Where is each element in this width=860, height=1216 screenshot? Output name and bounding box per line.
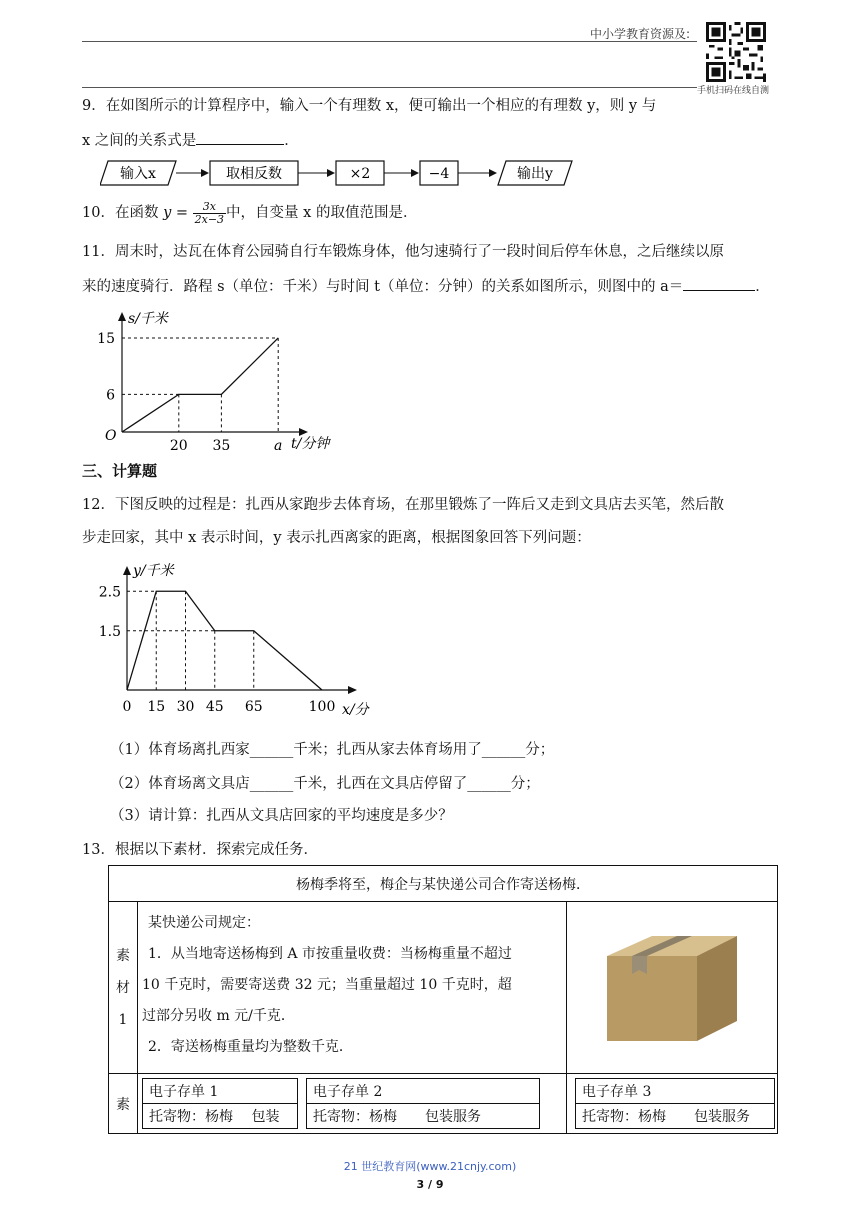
flow-step-output: 输出y (517, 166, 553, 182)
q9-line1: 9．在如图所示的计算程序中，输入一个有理数 x，便可输出一个相应的有理数 y，则 y 与 (82, 98, 657, 114)
q13-intro: 13．根据以下素材．探索完成任务． (82, 842, 318, 858)
series-line (122, 338, 278, 432)
flow-step-negate: 取相反数 (226, 166, 282, 182)
material1-label-1: 素 (116, 947, 130, 964)
q12-sub2: （2）体育场离文具店______千米，扎西在文具店停留了______分； (110, 776, 540, 792)
material1-image-cell (567, 902, 778, 1074)
x-axis-label: t/分钟 (291, 436, 330, 452)
header-rule-top (82, 41, 697, 42)
table-title: 杨梅季将至，梅企与某快递公司合作寄送杨梅． (296, 876, 590, 893)
material2-label: 素 (116, 1096, 130, 1113)
material1-text-cell (138, 902, 567, 1074)
y-axis-arrow (123, 566, 131, 575)
material1-label-cell (109, 902, 138, 1074)
m1-line-1: 1．从当地寄送杨梅到 A 市按重量收费：当杨梅重量不超过 (148, 946, 512, 962)
material1-label-2: 材 (116, 979, 130, 996)
q12-line1: 12．下图反映的过程是：扎西从家跑步去体育场，在那里锻炼了一阵后又走到文具店去买笔，然后散 (82, 497, 724, 513)
y-tick-label: 2.5 (98, 584, 121, 601)
q10 (82, 200, 417, 226)
x-axis-label: x/分 (342, 702, 369, 718)
flow-step-input: 输入x (120, 166, 156, 182)
flow-step-minus4: −4 (428, 166, 450, 182)
receipt-3-row: 托寄物：杨梅 包装服务 (582, 1109, 750, 1125)
chart-distance-time-q12 (95, 557, 395, 722)
y-axis-label: y/千米 (133, 563, 174, 579)
q11-answer-blank (683, 276, 755, 291)
receipts-cell (138, 1074, 567, 1134)
chart-distance-time-q11 (95, 305, 355, 455)
q9-line2-text: x 之间的关系式是 (82, 133, 197, 149)
y-tick-label: 15 (97, 330, 115, 347)
x-tick-label: 45 (205, 699, 224, 715)
page-number: 3 / 9 (416, 1178, 444, 1191)
flow-step-times2: ×2 (349, 166, 371, 182)
origin-label: O (105, 428, 117, 444)
receipt-1 (142, 1078, 298, 1129)
q9-answer-blank (196, 130, 284, 145)
x-axis-arrow (299, 428, 308, 436)
x-tick-label: 20 (169, 438, 188, 454)
x-tick-label: 15 (147, 699, 166, 715)
x-tick-label: 35 (212, 438, 231, 454)
receipt-1-title: 电子存单 1 (143, 1079, 297, 1104)
cardboard-box-icon (597, 926, 747, 1046)
q11-line2-end: ． (755, 279, 770, 295)
q10-numerator: 3x (193, 201, 226, 214)
y-axis-arrow (118, 312, 126, 321)
q9-line2 (82, 130, 299, 151)
q12-sub1: （1）体育场离扎西家______千米；扎西从家去体育场用了______分； (110, 742, 555, 758)
qr-caption: 手机扫码在线自测 (697, 86, 770, 96)
x-tick-label: a (274, 438, 283, 454)
q12-line2: 步走回家，其中 x 表示时间，y 表示扎西离家的距离，根据图象回答下列问题： (82, 530, 591, 546)
q10-post: 中，自变量 x 的取值范围是． (226, 205, 418, 221)
receipt-1-row: 托寄物：杨梅 包装 (149, 1109, 280, 1125)
receipt-2-title: 电子存单 2 (307, 1079, 539, 1104)
footer-link[interactable]: 21 世纪教育网(www.21cnjy.com) (343, 1160, 517, 1173)
m1-line-2: 10 千克时，需要寄送费 32 元；当重量超过 10 千克时，超 (142, 977, 512, 993)
q11-line2-text: 来的速度骑行．路程 s（单位：千米）与时间 t（单位：分钟）的关系如图所示，则图中的 a＝ (82, 279, 684, 295)
y-tick-label: 6 (106, 387, 115, 404)
material1-label-3: 1 (118, 1011, 128, 1028)
header-rule-bottom (82, 87, 697, 88)
table-title-cell (109, 866, 778, 902)
receipt-2 (306, 1078, 540, 1129)
q12-sub3: （3）请计算：扎西从文具店回家的平均速度是多少？ (110, 808, 453, 824)
x-tick-label: 30 (176, 699, 195, 715)
q10-denominator: 2x−3 (194, 212, 225, 226)
q13-material-table (108, 865, 778, 1134)
q9-flow-diagram (100, 158, 660, 188)
q10-fraction (193, 201, 226, 226)
q11-line1: 11．周末时，达瓦在体育公园骑自行车锻炼身体，他匀速骑行了一段时间后停车休息，之后继续以原 (82, 244, 724, 260)
header-text: 中小学教育资源及: (590, 27, 691, 41)
x-tick-label: 65 (244, 699, 263, 715)
x-axis-arrow (348, 686, 357, 694)
y-tick-label: 1.5 (98, 623, 121, 640)
q11-line2 (82, 276, 770, 297)
receipt-3-cell (567, 1074, 778, 1134)
receipt-3 (575, 1078, 775, 1129)
x-tick-label: 100 (308, 699, 336, 715)
m1-line-0: 某快递公司规定： (148, 915, 260, 931)
y-axis-label: s/千米 (128, 311, 168, 327)
m1-line-4: 2．寄送杨梅重量均为整数千克． (148, 1039, 353, 1055)
qr-code-icon[interactable] (706, 22, 766, 82)
section-3-title: 三、计算题 (82, 462, 158, 480)
m1-line-3: 过部分另收 m 元/千克． (142, 1008, 295, 1024)
x-tick-label: 0 (122, 699, 132, 715)
q9-line2-end: ． (284, 133, 299, 149)
q10-pre: 10．在函数 (82, 205, 164, 221)
receipt-2-row: 托寄物：杨梅 包装服务 (313, 1109, 481, 1125)
material2-label-cell (109, 1074, 138, 1134)
q10-y-eq: y = (163, 205, 193, 221)
receipt-3-title: 电子存单 3 (576, 1079, 774, 1104)
